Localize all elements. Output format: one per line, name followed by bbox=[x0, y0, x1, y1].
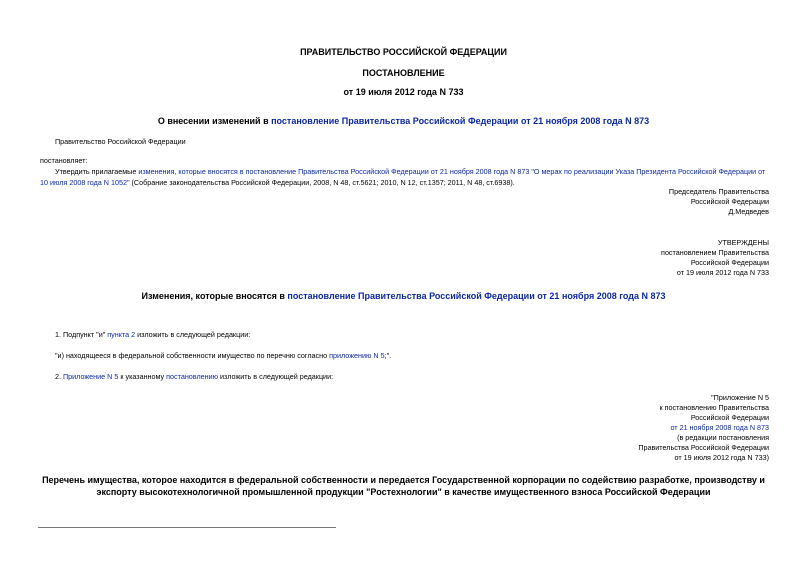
signature-line-1: Председатель Правительства bbox=[668, 187, 769, 196]
quote-1-link[interactable]: приложению N 5 bbox=[329, 351, 385, 360]
signature-line-2: Российской Федерации bbox=[690, 197, 769, 206]
changes-title bbox=[0, 291, 807, 301]
gov-line: Правительство Российской Федерации bbox=[55, 137, 186, 146]
paragraph-1 bbox=[40, 166, 768, 188]
doc-type-heading: ПОСТАНОВЛЕНИЕ bbox=[362, 68, 445, 78]
item-1 bbox=[55, 330, 250, 340]
annex-line-7: от 19 июля 2012 года N 733) bbox=[674, 453, 769, 462]
list-title-line-2: экспорту высокотехнологичной промышленной продукции "Ростехнологии" в качестве имущественного взноса Российской Федерации bbox=[96, 487, 711, 497]
doc-date: от 19 июля 2012 года N 733 bbox=[343, 87, 464, 97]
signature-name: Д.Медведев bbox=[728, 207, 769, 216]
item-2-decree-link[interactable]: постановлению bbox=[166, 372, 219, 381]
item-2 bbox=[55, 372, 333, 382]
item-1-link[interactable]: пункта 2 bbox=[107, 330, 136, 339]
doc-title-prefix: О внесении изменений в bbox=[157, 116, 272, 126]
approved-block bbox=[661, 238, 769, 278]
decides-line: постановляет: bbox=[40, 156, 88, 165]
item-2-text-b: к указанному bbox=[118, 372, 167, 381]
signature-block bbox=[669, 187, 769, 217]
footnote-separator bbox=[38, 527, 336, 528]
annex-line-1: "Приложение N 5 bbox=[711, 393, 769, 402]
annex-block bbox=[638, 393, 769, 463]
list-title-line-1: Перечень имущества, которое находится в федеральной собственности и передается Государственной корпорации по содействию разработке, производству и bbox=[42, 475, 765, 485]
p1-changes-link[interactable]: изменения, которые вносятся в постановление Правительства Российской Федерации от 21 ноября 2008 года N 873 "О мерах по реализации Указа Президента Российской Федерации от 10 июля 2008 года N 1052" bbox=[40, 167, 766, 187]
item-1-text-a: 1. Подпункт "и" bbox=[55, 330, 108, 339]
approved-line-2: постановлением Правительства bbox=[661, 248, 769, 257]
doc-title-link[interactable]: постановление Правительства Российской Федерации от 21 ноября 2008 года N 873 bbox=[271, 116, 650, 126]
changes-title-link[interactable]: постановление Правительства Российской Федерации от 21 ноября 2008 года N 873 bbox=[287, 291, 666, 301]
quote-1 bbox=[55, 351, 391, 361]
approved-line-4: от 19 июля 2012 года N 733 bbox=[676, 268, 769, 277]
approved-line-3: Российской Федерации bbox=[690, 258, 769, 267]
annex-date-link[interactable]: от 21 ноября 2008 года N 873 bbox=[670, 423, 769, 432]
changes-title-prefix: Изменения, которые вносятся в bbox=[141, 291, 288, 301]
list-title bbox=[0, 474, 807, 498]
annex-line-6: Правительства Российской Федерации bbox=[638, 443, 769, 452]
gov-heading: ПРАВИТЕЛЬСТВО РОССИЙСКОЙ ФЕДЕРАЦИИ bbox=[300, 47, 507, 57]
annex-line-5: (в редакции постановления bbox=[677, 433, 769, 442]
p1-text-b: (Собрание законодательства Российской Федерации, 2008, N 48, ст.5621; 2010, N 12, ст.1357; 2011, N 48, ст.6938). bbox=[129, 178, 515, 187]
annex-line-2: к постановлению Правительства bbox=[659, 403, 769, 412]
item-2-text-c: изложить в следующей редакции: bbox=[218, 372, 334, 381]
p1-text-a: Утвердить прилагаемые bbox=[55, 167, 139, 176]
item-1-text-b: изложить в следующей редакции: bbox=[135, 330, 251, 339]
quote-1-text-a: "и) находящееся в федеральной собственности имущество по перечню согласно bbox=[55, 351, 330, 360]
annex-line-3: Российской Федерации bbox=[690, 413, 769, 422]
doc-title bbox=[0, 116, 807, 126]
approved-line-1: УТВЕРЖДЕНЫ bbox=[717, 238, 769, 247]
item-2-text-a: 2. bbox=[55, 372, 63, 381]
item-2-annex-link[interactable]: Приложение N 5 bbox=[63, 372, 119, 381]
quote-1-text-b: ;". bbox=[384, 351, 392, 360]
